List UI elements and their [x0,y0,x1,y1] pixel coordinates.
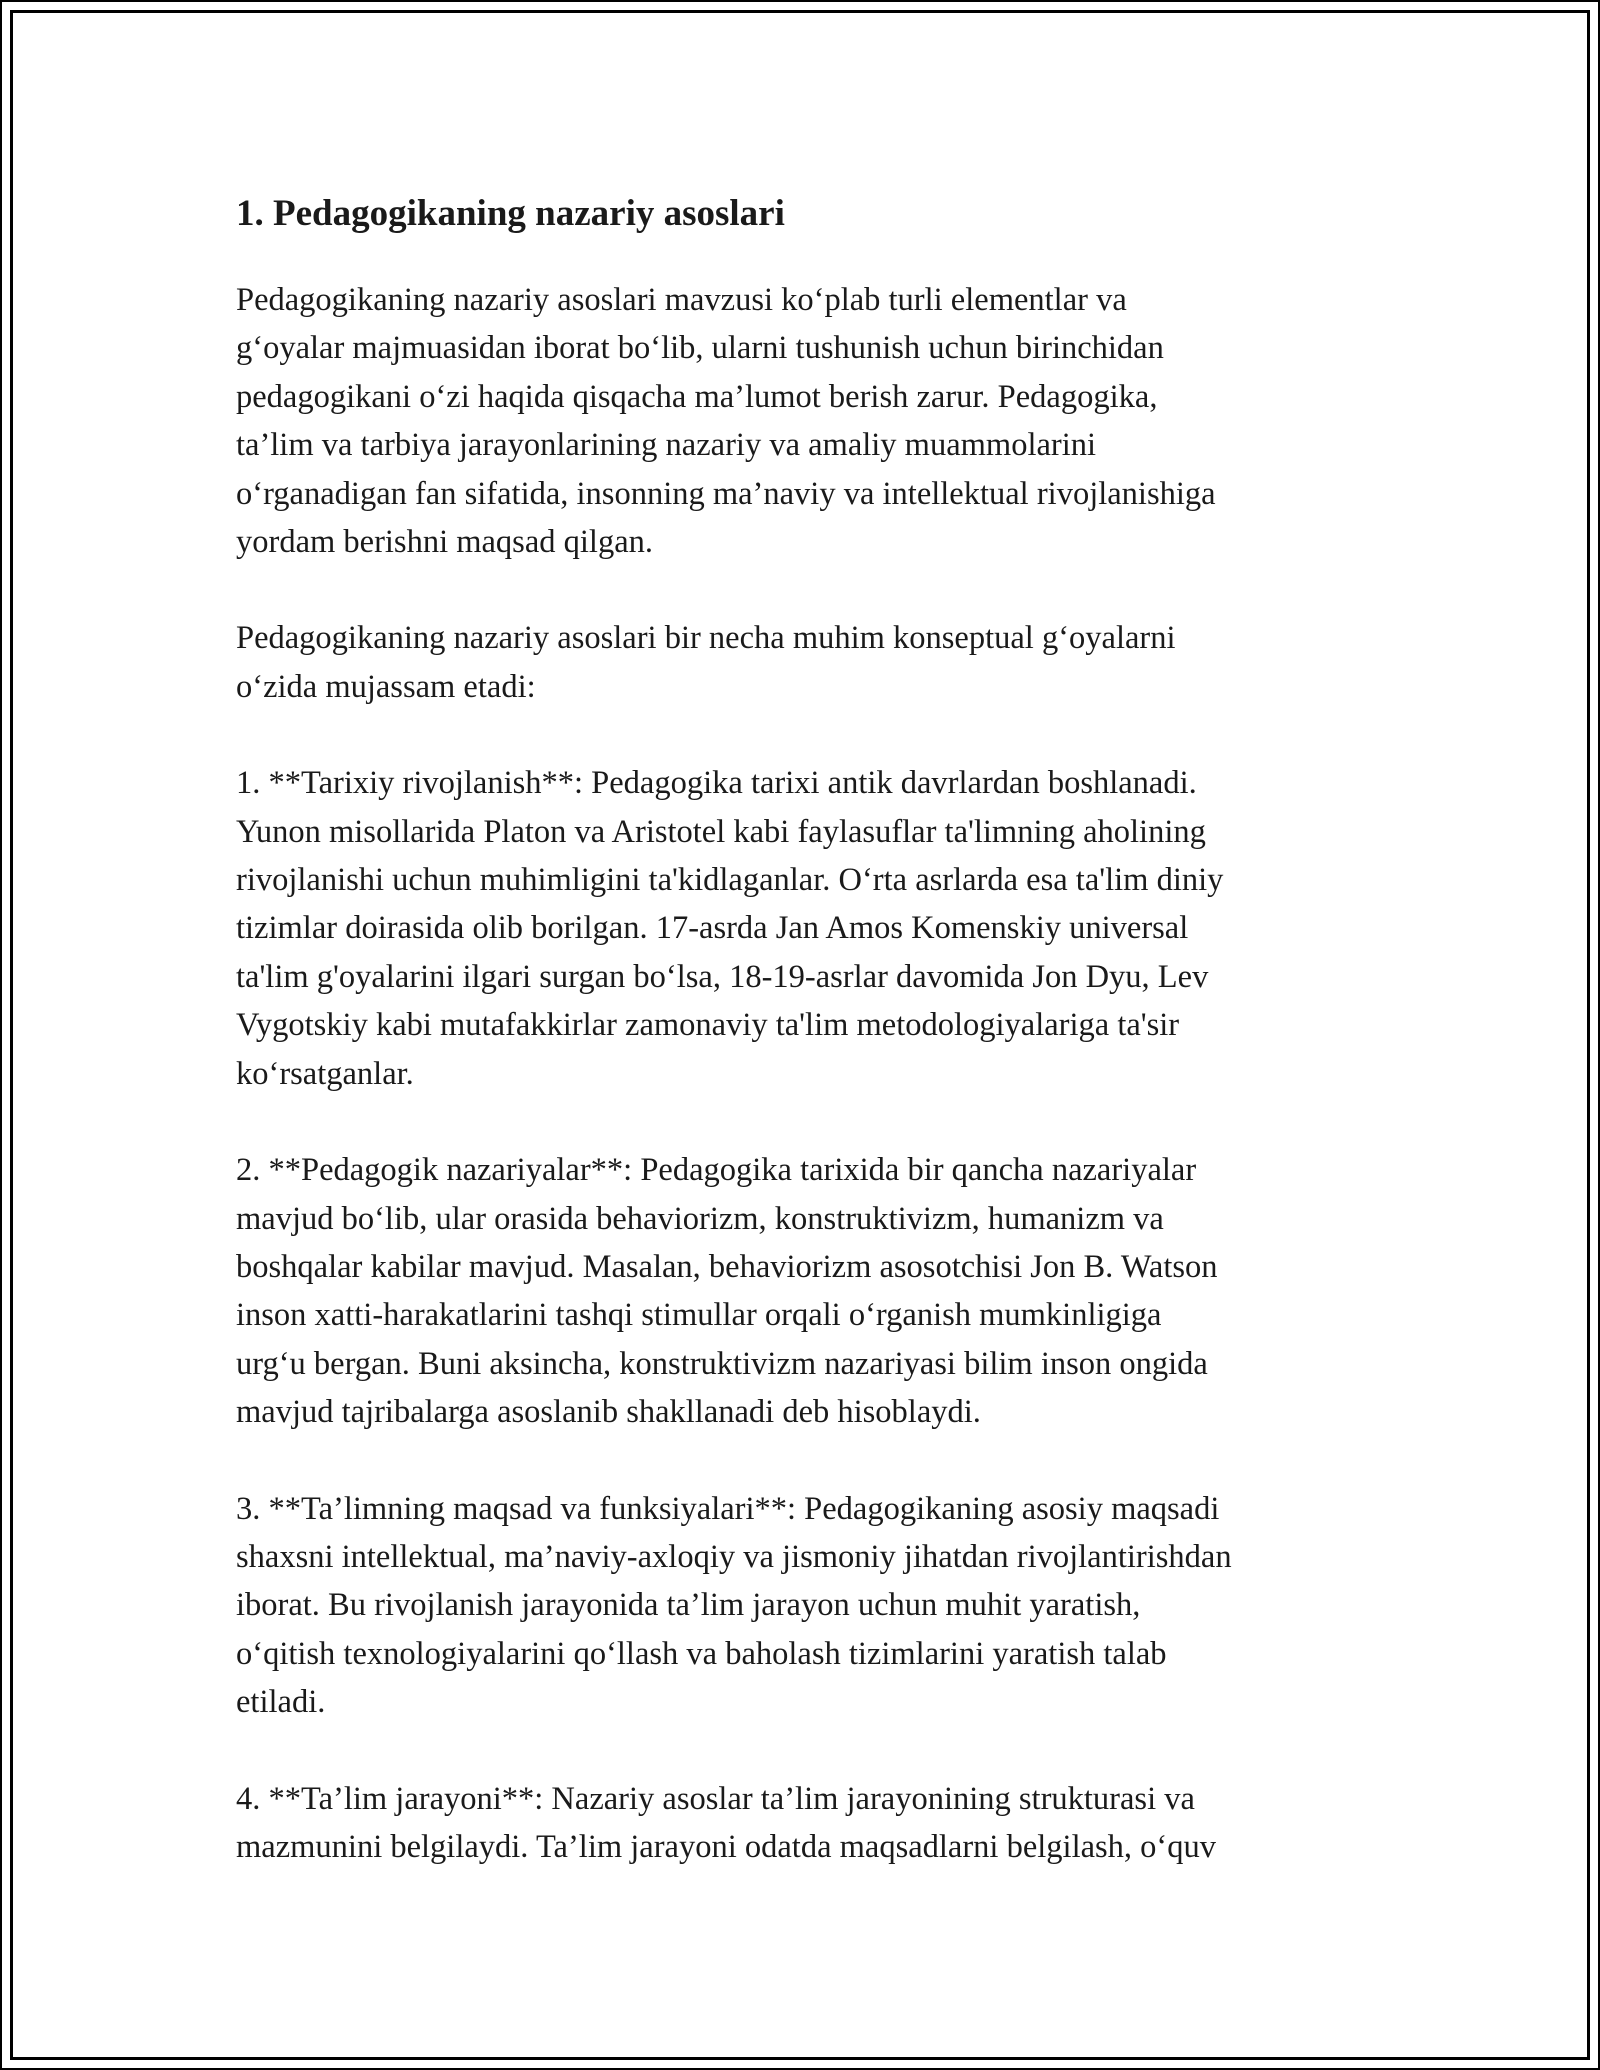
paragraph [236,759,1386,1098]
text-line: 3. **Ta’limning maqsad va funksiyalari**: Pedagogikaning asosiy maqsadi [236,1490,1220,1527]
paragraph [236,276,1386,566]
paragraph-list [236,276,1386,1871]
text-line: etiladi. [236,1684,326,1721]
text-line: mavjud bo‘lib, ular orasida behaviorizm, konstruktivizm, humanizm va [236,1200,1164,1237]
text-line: tizimlar doirasida olib borilgan. 17-asrda Jan Amos Komenskiy universal [236,910,1189,947]
text-line: g‘oyalar majmuasidan iborat bo‘lib, ularni tushunish uchun birinchidan [236,330,1164,367]
document-body [236,184,1386,1919]
text-line: mazmunini belgilaydi. Ta’lim jarayoni odatda maqsadlarni belgilash, o‘quv [236,1828,1216,1865]
text-line: pedagogikani o‘zi haqida qisqacha ma’lumot berish zarur. Pedagogika, [236,378,1158,415]
text-line: ko‘rsatganlar. [236,1055,414,1092]
text-line: shaxsni intellektual, ma’naviy-axloqiy va jismoniy jihatdan rivojlantirishdan [236,1538,1232,1575]
text-line: Pedagogikaning nazariy asoslari bir necha muhim konseptual g‘oyalarni [236,620,1176,657]
text-line: Pedagogikaning nazariy asoslari mavzusi ko‘plab turli elementlar va [236,282,1127,318]
text-line: urg‘u bergan. Buni aksincha, konstruktivizm nazariyasi bilim inson ongida [236,1345,1208,1382]
text-line: boshqalar kabilar mavjud. Masalan, behaviorizm asosotchisi Jon B. Watson [236,1248,1218,1285]
text-line: mavjud tajribalarga asoslanib shakllanadi deb hisoblaydi. [236,1394,981,1431]
text-line: 1. **Tarixiy rivojlanish**: Pedagogika tarixi antik davrlardan boshlanadi. [236,765,1197,802]
text-line: ta'lim g'oyalarini ilgari surgan bo‘lsa, 18-19-asrlar davomida Jon Dyu, Lev [236,958,1209,995]
paragraph [236,1775,1386,1872]
text-line: 4. **Ta’lim jarayoni**: Nazariy asoslar ta’lim jarayonining strukturasi va [236,1780,1195,1817]
text-line: inson xatti-harakatlarini tashqi stimullar orqali o‘rganish mumkinligiga [236,1297,1162,1334]
paragraph [236,1146,1386,1436]
page-title: 1. Pedagogikaning nazariy asoslari [236,193,785,234]
text-line: rivojlanishi uchun muhimligini ta'kidlaganlar. O‘rta asrlarda esa ta'lim diniy [236,862,1224,899]
text-line: o‘zida mujassam etadi: [236,668,536,705]
paragraph [236,1485,1386,1727]
text-line: o‘qitish texnologiyalarini qo‘llash va baholash tizimlarini yaratish talab [236,1635,1167,1672]
text-line: Vygotskiy kabi mutafakkirlar zamonaviy ta'lim metodologiyalariga ta'sir [236,1007,1180,1044]
text-line: o‘rganadigan fan sifatida, insonning ma’naviy va intellektual rivojlanishiga [236,475,1216,512]
text-line: 2. **Pedagogik nazariyalar**: Pedagogika tarixida bir qancha nazariyalar [236,1152,1197,1189]
text-line: iborat. Bu rivojlanish jarayonida ta’lim jarayon uchun muhit yaratish, [236,1587,1141,1624]
text-line: ta’lim va tarbiya jarayonlarining nazariy va amaliy muammolarini [236,427,1097,464]
text-line: yordam berishni maqsad qilgan. [236,524,653,561]
paragraph [236,614,1386,711]
text-line: Yunon misollarida Platon va Aristotel kabi faylasuflar ta'limning aholining [236,813,1206,850]
